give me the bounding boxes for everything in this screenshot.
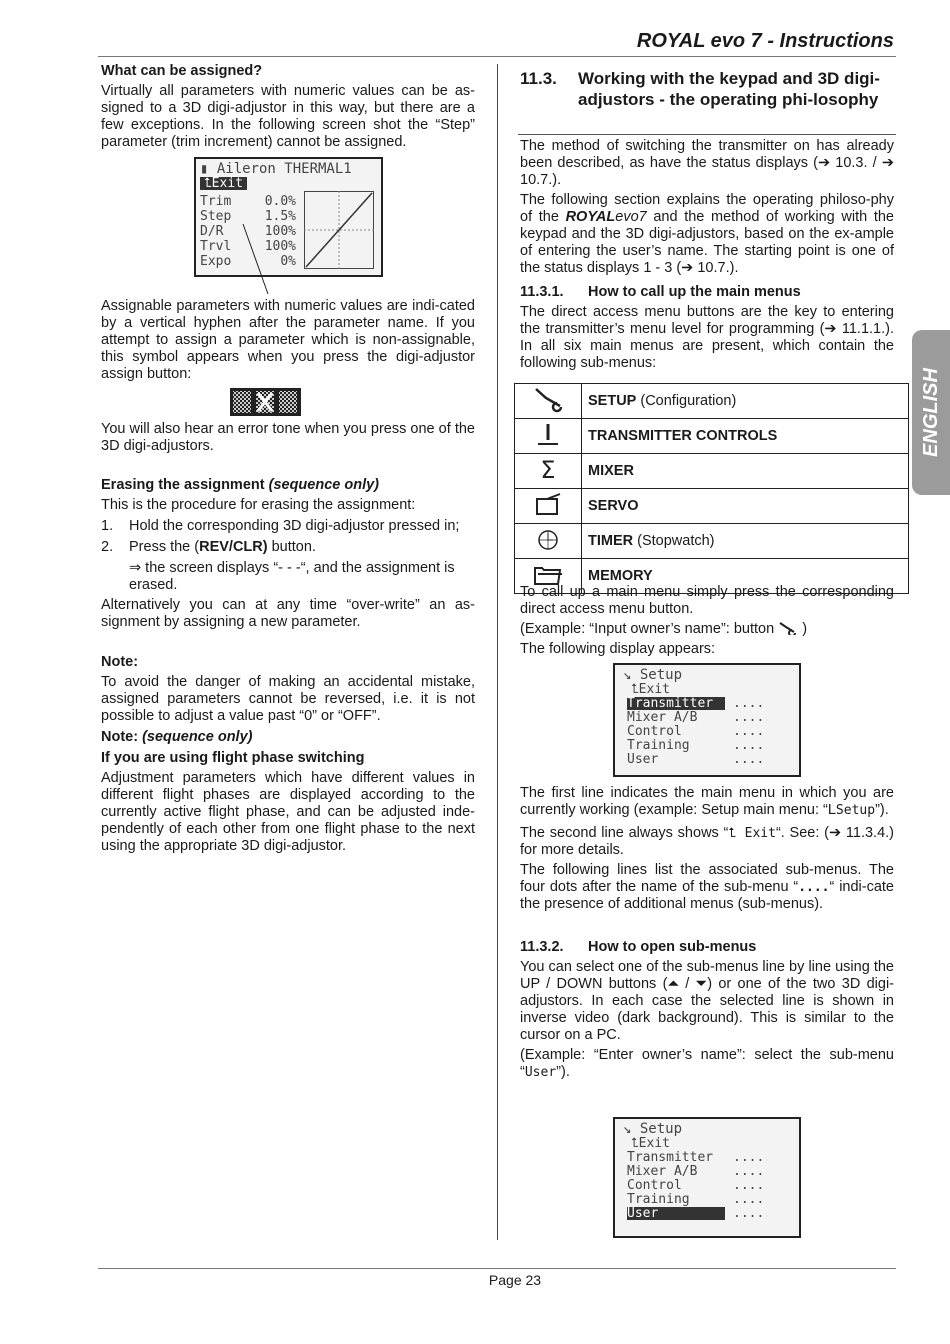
lcd1-param-value: 100% [264,224,296,239]
lcd-menu-item-label: Mixer A/B [627,1164,698,1179]
lcd-menu-item [627,711,764,724]
menu-name: MIXER [588,463,634,479]
left-column-part2 [101,298,475,383]
clock-icon [515,524,582,559]
menu-name: SERVO [588,498,639,514]
lcd-title-line [623,669,682,682]
lcd1-param-name: Expo [200,254,232,269]
lcd-wrench-icon: ↘ [623,1121,640,1137]
lcd1-param-value: 0% [280,254,296,269]
paragraph-operating-philosophy: The following section explains the operating philoso-phy of the ROYALevo7 and the method of working with the keypad and the 3D digi-adjustors, based on the ex-ample of entering the user’s name. The starting point is one of the status displays 1 - 3 (➔ 10.7.). [520,192,894,276]
header-rule [98,56,896,57]
section-number: 11.3. [520,69,557,88]
lcd1-param-name: Step [200,209,232,224]
left-column [101,63,475,151]
heading-erasing-assignment: Erasing the assignment (sequence only) [101,477,379,493]
lcd-setup-user-selected [613,1117,801,1238]
menu-name: TIMER [588,533,634,549]
subsection-11-3-2-heading: 11.3.2. How to open sub-menus [520,939,757,955]
lcd1-param-value: 100% [264,239,296,254]
lcd-menu-item-dots: .... [733,696,765,711]
menu-name: MEMORY [588,568,653,584]
lcd-menu-item [627,697,764,710]
lcd-menu-item [627,753,764,766]
heading-what-can-be-assigned: What can be assigned? [101,63,263,79]
lcd-menu-item-dots: .... [733,752,765,767]
lcd-exit-label: ⮤Exit [631,682,670,697]
paragraph-direct-access: The direct access menu buttons are the key to entering the transmitter’s menu level for programming (➔ 11.1.1.). In all six main menus are present, which contain the following sub-menus: [520,304,894,371]
erase-step-2-result: ⇒ the screen displays “- - -“, and the assignment is erased. [129,560,455,593]
language-tab [912,330,950,495]
paragraph-call-main-menu: To call up a main menu simply press the corresponding direct access menu button. [520,584,894,617]
menu-row [515,384,909,419]
document-header-title: ROYAL evo 7 - Instructions [636,30,894,52]
lcd-menu-item-label: Training [627,1192,690,1207]
lcd-wrench-icon: ↘ [623,667,640,683]
lcd-title-line [623,1123,682,1136]
subsection-11-3-1-heading: 11.3.1. How to call up the main menus [520,284,801,300]
right-column-part2 [520,584,894,658]
language-tab-label: ENGLISH [920,368,942,457]
lcd-menu-item [627,1165,764,1178]
menu-row-label [582,489,909,524]
erase-step-1: 1. Hold the corresponding 3D digi-adjustor pressed in; [101,518,460,534]
paragraph-assignable-parameters: Assignable parameters with numeric values are indi-cated by a vertical hyphen after the parameter name. If you attempt to assign a parameter which is non-assignable, this symbol appears when you press the digi-adjustor assign button: [101,298,475,382]
lcd-menu-item-dots: .... [733,1164,765,1179]
lcd-exit-line [631,1137,670,1150]
section-title-rule [518,134,896,135]
paragraph-following-lines: The following lines list the associated sub-menus. The four dots after the name of the sub-menu “....“ indi-cate the presence of additional menus (sub-menus). [520,862,895,912]
lcd-menu-item-label: Mixer A/B [627,710,698,725]
lcd-menu-item [627,1179,764,1192]
menu-note: (Stopwatch) [637,533,715,549]
paragraph-example-user: (Example: “Enter owner’s name”: select the sub-menu “User”). [520,1047,894,1080]
error-symbol-icon [230,388,301,416]
heading-note: Note: [101,654,139,670]
lcd-menu-item-label: Control [627,724,682,739]
lcd-menu-item-dots: .... [733,724,765,739]
section-title: Working with the keypad and 3D digi-adjustors - the operating phi-losophy [578,69,880,109]
menu-name: TRANSMITTER CONTROLS [588,428,778,444]
paragraph-following-display: The following display appears: [520,641,716,657]
footer-rule [98,1268,896,1269]
lcd-menu-item-dots: .... [733,738,765,753]
lcd1-param-value: 0.0% [264,194,296,209]
left-column-part3 [101,421,475,855]
lcd-menu-item-label: Transmitter [627,697,725,710]
lcd-menu-item [627,739,764,752]
lcd1-param-value: 1.5% [264,209,296,224]
paragraph-second-line: The second line always shows “⮤ Exit“. See: (➔ 11.3.4.) for more details. [520,825,894,858]
paragraph-note: To avoid the danger of making an accidental mistake, assigned parameters cannot be reversed, i.e. it is not possible to adjust a value past “0” or “OFF”. [101,674,475,724]
stick-icon [515,419,582,454]
lcd-exit-label: ⮤Exit [631,1136,670,1151]
menu-name: SETUP [588,393,637,409]
menu-row [515,489,909,524]
main-menu-table [514,383,909,594]
right-column [520,138,894,372]
lcd-menu-item-label: Transmitter [627,1150,714,1165]
lcd-menu-item [627,725,764,738]
menu-row [515,419,909,454]
page-number: Page 23 [488,1272,542,1288]
lcd-setup-screen [613,663,801,777]
sigma-icon [515,454,582,489]
lcd-menu-item-dots: .... [733,1206,765,1221]
lcd-menu-item-label: User [627,1207,725,1220]
menu-row [515,524,909,559]
column-divider [497,64,498,1240]
section-11-3-heading [520,68,896,110]
lcd-menu-item-dots: .... [733,1150,765,1165]
paragraph-assign-intro: Virtually all parameters with numeric values can be as-signed to a 3D digi-adjustor in this way, but there are a few exceptions. In the following screen shot the “Step” parameter (trim increment) cannot be assigned. [101,83,475,150]
paragraph-overwrite: Alternatively you can at any time “over-write” an as-signment by assigning a new parameter. [101,597,475,630]
heading-note-sequence: Note: (sequence only) [101,729,253,745]
lcd-menu-item-label: User [627,752,659,767]
menu-row-label [582,384,909,419]
heading-flight-phase: If you are using flight phase switching [101,750,365,766]
lcd-title: Setup [639,667,683,683]
menu-row-label [582,419,909,454]
menu-row [515,454,909,489]
menu-row-label [582,454,909,489]
lcd-menu-item [627,1193,764,1206]
paragraph-example-owner: (Example: “Input owner’s name”: button ) [520,621,808,637]
lcd-menu-item-label: Training [627,738,690,753]
lcd-aileron-screen [194,157,383,277]
wrench-inline-icon [778,621,798,635]
erase-step-2: 2. Press the (REV/CLR) button. [101,539,316,555]
paragraph-switching-on: The method of switching the transmitter on has already been described, as have the status displays (➔ 10.3. / ➔ 10.7.). [520,138,894,188]
paragraph-flight-phase: Adjustment parameters which have different values in different flight phases are displayed according to the currently active flight phase, and can be adjusted inde-pendently of each other from one flight phase to the next using the appropriate 3D digi-adjustor. [101,770,475,854]
wrench-icon [515,384,582,419]
lcd1-curve-graph [304,191,374,269]
lcd-menu-item-label: Control [627,1178,682,1193]
paragraph-erase-procedure: This is the procedure for erasing the assignment: [101,497,416,513]
lcd1-param-name: D/R [200,224,224,239]
lcd-menu-item-dots: .... [733,1192,765,1207]
servo-icon [515,489,582,524]
lcd-menu-item [627,1151,764,1164]
menu-row-label [582,524,909,559]
lcd-menu-item [627,1207,764,1220]
lcd-title: Setup [639,1121,683,1137]
paragraph-error-tone: You will also hear an error tone when you press one of the 3D digi-adjustors. [101,421,475,454]
lcd-menu-item-dots: .... [733,1178,765,1193]
lcd-menu-item-dots: .... [733,710,765,725]
paragraph-first-line: The first line indicates the main menu in which you are currently working (example: Setup main menu: “LSetup”). [520,785,894,818]
lcd1-param-name: Trvl [200,239,232,254]
callout-line [240,222,280,297]
lcd1-exit-line: ⮤Exit [200,177,247,190]
right-column-part3 [520,785,894,1081]
paragraph-select-submenu: You can select one of the sub-menus line by line using the UP / DOWN buttons (⏶ / ⏷) or one of the two 3D digi-adjustors. In each case the selected line is shown in inverse video (dark background). This is similar to the cursor on a PC. [520,959,894,1043]
svg-text:Σ: Σ [540,456,556,483]
menu-note: (Configuration) [640,393,737,409]
lcd1-param-name: Trim [200,194,232,209]
lcd1-param-row [200,195,300,208]
lcd-exit-line [631,683,670,696]
lcd1-title-line: ▮ Aileron THERMAL1 [200,161,352,177]
